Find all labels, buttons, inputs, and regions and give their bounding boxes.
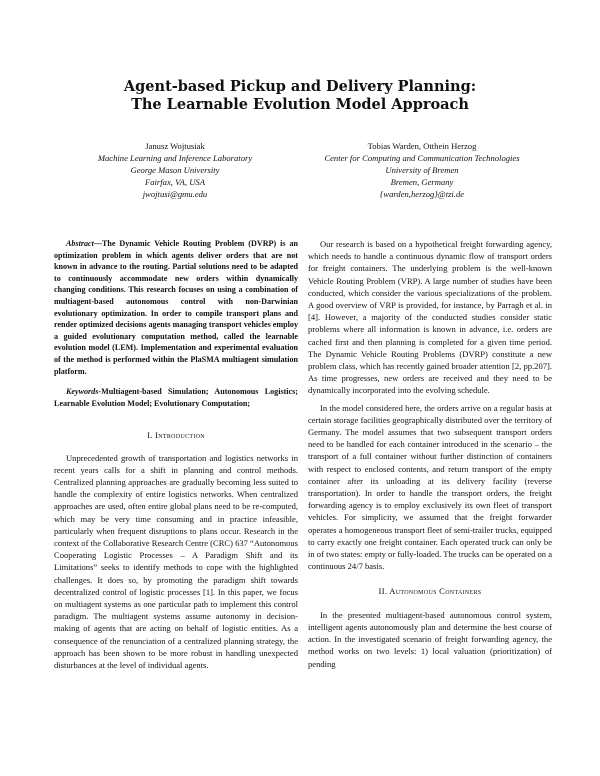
paper-title: [40, 78, 560, 114]
abstract-label: Abstract: [66, 239, 94, 248]
section-heading-autonomous-containers: II. Autonomous Containers: [378, 586, 482, 597]
author-name: Tobias Warden, Otthein Herzog: [367, 141, 477, 151]
author-university: University of Bremen: [385, 165, 459, 175]
title-line-1: Agent-based Pickup and Delivery Planning:: [123, 78, 477, 95]
abstract-text: —The Dynamic Vehicle Routing Problem (DVRP) is an optimization problem in which agents deliver orders that are not known in advance to the routing. Partial solutions need to be adapted to continuously accommodate new orders within dynamically changing conditions. This research focuses on using a combination of multiagent-based autonomous control with non-Darwinian evolutionary optimization. In order to compile transport plans and render optimized decisions agents managing transport vehicles employ a guided evolutionary computation method, called the learnable evolution model (LEM). Implementation and experimental evaluation of the method is performed within the PlaSMA multiagent simulation platform.: [54, 239, 298, 376]
abstract: [54, 238, 298, 377]
keywords: [54, 386, 298, 409]
author-location: Fairfax, VA, USA: [145, 177, 205, 187]
body-paragraph: Our research is based on a hypothetical freight forwarding agency, which needs to handle a continuous dynamic flow of transport orders for freight containers. The underlying problem is the well-known Vehicle Routing Problem (VRP). A large number of studies have been conducted, which consider the various specializations of the problem. A good overview of VRP is provided, for instance, by Parragh et al. in [4]. However, a majority of the conducted studies consider static problems where all information is known in advance, i.e. orders are cached first and then planning is completed for a given time period. The Dynamic Vehicle Routing Problems (DVRP) constitute a new problem class, which has recently gained broader attention [2, pp.207]. As time progresses, new orders are received and they need to be dynamically incorporated into the evolving schedule.: [308, 239, 552, 396]
keywords-label: Keywords: [66, 387, 99, 397]
section-heading-introduction: I. Introduction: [147, 430, 205, 441]
body-paragraph: In the model considered here, the orders arrive on a regular basis at certain storage facilities geographically distributed over the territory of Germany. The model assumes that two subsequent transport orders need to be handled for each container introduced in the scenario – the transport of a full container without further distinction of containers with respect to enclosed contents, and return transport of the empty container after its unloading at its delivery facility (reverse transportation). In order to handle the transport orders, the freight forwarding agency is to employ exclusively its own fleet of transport vehicles. For simplicity, we assumed that the freight forwarder operates a homogeneous transport fleet of semi-trailer trucks, equipped to carry exactly one freight container. Each operated truck can only be in of two states: empty or fully-loaded. The trucks can be operated on a continuous 24/7 basis.: [308, 402, 552, 572]
author-email: {warden,herzog}@tzi.de: [379, 189, 465, 199]
author-university: George Mason University: [130, 165, 220, 175]
body-paragraph: In the presented multiagent-based autonomous control system, intelligent agents autonomously plan and determine the best course of action. In the investigated scenario of freight forwarding agency, the method works on two levels: 1) local valuation (prioritization) of pending: [308, 609, 552, 669]
title-line-2: The Learnable Evolution Model Approach: [131, 96, 469, 113]
right-column: [308, 238, 552, 675]
author-name: Janusz Wojtusiak: [145, 141, 205, 151]
keywords-text: -Multiagent-based Simulation; Autonomous Logistics; Learnable Evolution Model; Evolutionary Computation;: [54, 387, 298, 408]
intro-paragraph: Unprecedented growth of transportation and logistics networks in recent years calls for a shift in planning and control methods. Centralized planning approaches are gradually becoming less suited to handle the complexity of entire logistics networks. When centralized approaches are used, often entire global plans need to be re-computed, which may be very time consuming and in practice infeasible, particularly when frequent disruptions to plans occur. Research in the context of the Collaborative Research Centre (CRC) 637 “Autonomous Cooperating Logistic Processes – A Paradigm Shift and its Limitations” seeks to identify methods to cope with the highlighted challenges. It does so, by promoting the paradigm shift towards decentralized control of logistic processes [1]. In this paper, we focus on multiagent systems as one particular path to implement this control paradigm. The multiagent systems assume autonomy in decision-making of agents that are acting on behalf of logistic entities. As a consequence of the renunciation of a centralized planning strategy, the approach has been shown to be more robust in handling unexpected disturbances at the level of individual agents.: [54, 452, 299, 670]
author-block-right: [272, 140, 572, 200]
author-lab: Machine Learning and Inference Laboratory: [97, 153, 253, 163]
left-column: [54, 238, 298, 675]
author-location: Bremen, Germany: [390, 177, 454, 187]
author-block-left: [60, 140, 290, 200]
author-email: jwojtusi@gmu.edu: [142, 189, 208, 199]
author-lab: Center for Computing and Communication Technologies: [324, 153, 520, 163]
